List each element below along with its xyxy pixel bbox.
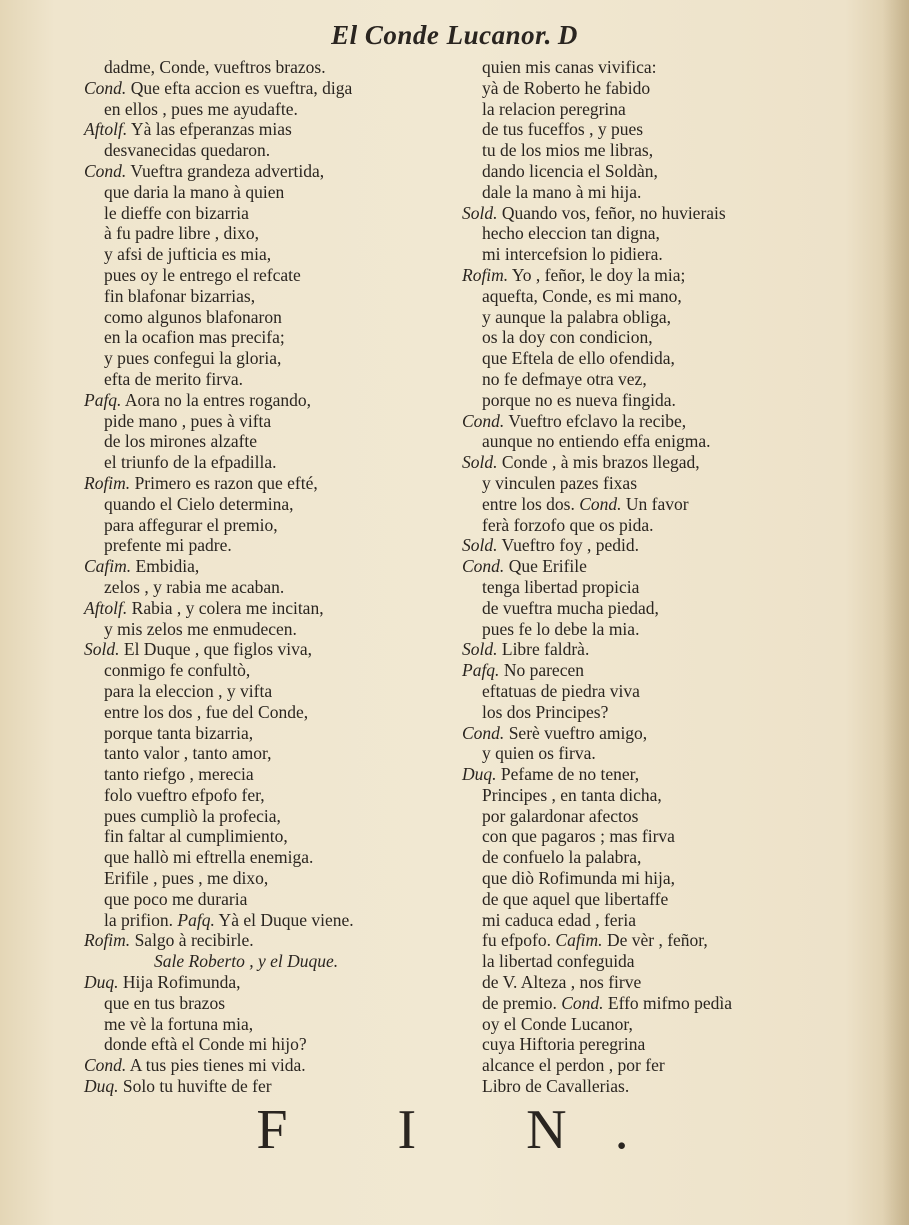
verse-text: fin blafonar bizarrias, — [104, 285, 256, 306]
verse-line — [462, 951, 792, 972]
verse-line — [462, 1014, 792, 1035]
verse-text: Un favor — [621, 493, 689, 514]
left-column — [84, 57, 434, 1097]
verse-line — [462, 140, 792, 161]
speaker-label: Aftolf. — [84, 119, 128, 140]
verse-line — [84, 1076, 434, 1097]
verse-line — [84, 286, 434, 307]
verse-line — [84, 327, 434, 348]
verse-line — [462, 785, 792, 806]
verse-text: Salgo à recibirle. — [130, 930, 254, 951]
verse-text: Quando vos, feñor, no huvierais — [497, 202, 726, 223]
verse-text: para affegurar el premio, — [104, 514, 278, 535]
speaker-label: Cond. — [579, 493, 622, 514]
verse-text: y pues confegui la gloria, — [104, 348, 282, 369]
verse-line — [84, 723, 434, 744]
verse-line — [84, 390, 434, 411]
verse-text: por galardonar afectos — [482, 805, 639, 826]
verse-line — [84, 1055, 434, 1076]
speaker-label: Pafq. — [84, 389, 122, 410]
verse-line — [84, 993, 434, 1014]
verse-line — [84, 161, 434, 182]
verse-line — [462, 515, 792, 536]
verse-text: de confuelo la palabra, — [482, 847, 642, 868]
verse-text: Que Erifile — [504, 556, 587, 577]
fin-title: F I N. — [256, 1099, 677, 1161]
verse-line — [462, 369, 792, 390]
verse-text: No parecen — [499, 660, 584, 681]
verse-text: oy el Conde Lucanor, — [482, 1013, 633, 1034]
verse-line — [84, 78, 434, 99]
speaker-label: Rofim. — [462, 264, 509, 285]
verse-line — [84, 431, 434, 452]
verse-text: para la eleccion , y vifta — [104, 680, 273, 701]
verse-line — [84, 619, 434, 640]
verse-line — [462, 431, 792, 452]
verse-text: le dieffe con bizarria — [104, 202, 249, 223]
verse-line — [84, 119, 434, 140]
verse-line — [462, 764, 792, 785]
verse-text: y afsi de jufticia es mia, — [104, 244, 272, 265]
verse-text: De vèr , feñor, — [602, 930, 708, 951]
speaker-label: Cond. — [561, 992, 604, 1013]
verse-text: quien mis canas vivifica: — [482, 57, 657, 77]
verse-text: pues oy le entrego el refcate — [104, 264, 301, 285]
verse-line — [462, 203, 792, 224]
verse-text: tu de los mios me libras, — [482, 140, 654, 161]
verse-line — [462, 161, 792, 182]
verse-text: tanto riefgo , merecia — [104, 764, 254, 785]
verse-text: dale la mano à mi hija. — [482, 181, 642, 202]
verse-line — [462, 868, 792, 889]
verse-line — [462, 598, 792, 619]
verse-text: dadme, Conde, vueftros brazos. — [104, 57, 326, 77]
verse-line — [462, 556, 792, 577]
verse-line — [462, 307, 792, 328]
verse-line — [84, 535, 434, 556]
verse-text: con que pagaros ; mas firva — [482, 826, 675, 847]
verse-text: alcance el perdon , por fer — [482, 1055, 665, 1076]
verse-line — [462, 993, 792, 1014]
verse-text: Embidia, — [131, 556, 200, 577]
verse-text: Hija Rofimunda, — [118, 972, 241, 993]
verse-line — [462, 619, 792, 640]
verse-text: Solo tu huvifte de fer — [118, 1076, 272, 1097]
verse-text: El Duque , que figlos viva, — [119, 639, 312, 660]
verse-text: de tus fuceffos , y pues — [482, 119, 644, 140]
verse-line — [462, 473, 792, 494]
verse-text: Yà las efperanzas mias — [127, 119, 292, 140]
verse-text: Conde , à mis brazos llegad, — [497, 452, 700, 473]
stage-direction: Sale Roberto , y el Duque. — [154, 951, 339, 972]
verse-text: yà de Roberto he fabido — [482, 77, 651, 98]
verse-line — [462, 78, 792, 99]
speaker-label: Aftolf. — [84, 597, 128, 618]
verse-line — [462, 806, 792, 827]
verse-line — [462, 265, 792, 286]
verse-text: como algunos blafonaron — [104, 306, 282, 327]
verse-text: quando el Cielo determina, — [104, 493, 294, 514]
verse-text: tanto valor , tanto amor, — [104, 743, 272, 764]
verse-text: aquefta, Conde, es mi mano, — [482, 285, 682, 306]
verse-line — [462, 119, 792, 140]
speaker-label: Cond. — [462, 410, 505, 431]
verse-line — [84, 223, 434, 244]
verse-text: Aora no la entres rogando, — [121, 389, 311, 410]
verse-line — [462, 411, 792, 432]
verse-line — [84, 556, 434, 577]
verse-text: efta de merito firva. — [104, 368, 243, 389]
verse-line — [462, 1076, 792, 1097]
verse-line — [84, 660, 434, 681]
verse-line — [84, 369, 434, 390]
verse-text: los dos Principes? — [482, 701, 609, 722]
verse-line — [84, 1014, 434, 1035]
verse-line — [462, 223, 792, 244]
verse-text: Yo , feñor, le doy la mia; — [508, 264, 686, 285]
speaker-label: Sold. — [462, 452, 498, 473]
verse-text: os la doy con condicion, — [482, 327, 653, 348]
verse-line — [84, 1034, 434, 1055]
verse-line — [84, 577, 434, 598]
verse-text: que hallò mi eftrella enemiga. — [104, 847, 314, 868]
verse-line — [84, 910, 434, 931]
verse-text: folo vueftro efpofo fer, — [104, 784, 265, 805]
verse-line — [84, 307, 434, 328]
verse-line — [462, 182, 792, 203]
verse-text: la prifion. — [104, 909, 178, 930]
verse-line — [84, 265, 434, 286]
verse-text: la libertad confeguida — [482, 951, 635, 972]
verse-line — [462, 660, 792, 681]
verse-text: donde eftà el Conde mi hijo? — [104, 1034, 307, 1055]
verse-text: Serè vueftro amigo, — [504, 722, 648, 743]
verse-line — [84, 99, 434, 120]
verse-text: Vueftro foy , pedid. — [497, 535, 640, 556]
verse-line — [84, 868, 434, 889]
speaker-label: Rofim. — [84, 930, 131, 951]
verse-line — [84, 244, 434, 265]
verse-text: conmigo fe confultò, — [104, 660, 251, 681]
verse-text: pues cumpliò la profecia, — [104, 805, 281, 826]
verse-text: y aunque la palabra obliga, — [482, 306, 672, 327]
right-column — [462, 57, 792, 1097]
verse-line — [84, 494, 434, 515]
verse-line — [462, 1055, 792, 1076]
verse-line — [84, 411, 434, 432]
speaker-label: Sold. — [462, 535, 498, 556]
speaker-label: Cafim. — [84, 556, 132, 577]
speaker-label: Sold. — [84, 639, 120, 660]
verse-line — [462, 390, 792, 411]
verse-text: prefente mi padre. — [104, 535, 232, 556]
verse-text: el triunfo de la efpadilla. — [104, 452, 277, 473]
verse-line — [462, 889, 792, 910]
verse-line — [84, 681, 434, 702]
running-header — [0, 20, 909, 51]
speaker-label: Cond. — [462, 556, 505, 577]
verse-text: Que efta accion es vueftra, diga — [126, 77, 353, 98]
verse-text: zelos , y rabia me acaban. — [104, 576, 285, 597]
verse-text: Primero es razon que efté, — [130, 472, 318, 493]
verse-text: Erifile , pues , me dixo, — [104, 868, 269, 889]
verse-text: aunque no entiendo effa enigma. — [482, 431, 711, 452]
verse-line — [84, 806, 434, 827]
verse-text: A tus pies tienes mi vida. — [126, 1055, 306, 1076]
verse-text: Effo mifmo pedìa — [603, 992, 732, 1013]
verse-line — [84, 639, 434, 660]
verse-line — [462, 930, 792, 951]
speaker-label: Duq. — [462, 764, 497, 785]
verse-line — [462, 639, 792, 660]
speaker-label: Cond. — [462, 722, 505, 743]
verse-text: à fu padre libre , dixo, — [104, 223, 260, 244]
verse-text: de premio. — [482, 992, 562, 1013]
verse-text: de V. Alteza , nos firve — [482, 972, 642, 993]
page-edge-shadow — [883, 0, 909, 1225]
verse-text: pide mano , pues à vifta — [104, 410, 272, 431]
verse-text: fu efpofo. — [482, 930, 556, 951]
verse-text: en ellos , pues me ayudafte. — [104, 98, 298, 119]
speaker-label: Duq. — [84, 1076, 119, 1097]
verse-text: porque no es nueva fingida. — [482, 389, 676, 410]
verse-line — [84, 598, 434, 619]
verse-text: y quien os firva. — [482, 743, 596, 764]
verse-line — [462, 286, 792, 307]
verse-text: de vueftra mucha piedad, — [482, 597, 659, 618]
header-catchword: D — [557, 20, 578, 50]
verse-text: pues fe lo debe la mia. — [482, 618, 640, 639]
verse-line — [462, 910, 792, 931]
speaker-label: Cond. — [84, 77, 127, 98]
verse-line — [462, 348, 792, 369]
verse-line — [462, 681, 792, 702]
verse-text: Pefame de no tener, — [496, 764, 640, 785]
verse-line — [462, 702, 792, 723]
verse-line — [84, 182, 434, 203]
verse-line — [462, 99, 792, 120]
verse-text: me vè la fortuna mia, — [104, 1013, 254, 1034]
speaker-label: Sold. — [462, 202, 498, 223]
verse-line — [84, 57, 434, 78]
verse-line — [84, 473, 434, 494]
speaker-label: Sold. — [462, 639, 498, 660]
verse-text: Libre faldrà. — [497, 639, 590, 660]
verse-line — [462, 327, 792, 348]
verse-text: la relacion peregrina — [482, 98, 626, 119]
verse-line — [462, 723, 792, 744]
speaker-label: Rofim. — [84, 472, 131, 493]
verse-line — [462, 743, 792, 764]
verse-text: que poco me duraria — [104, 888, 248, 909]
speaker-label: Pafq. — [177, 909, 215, 930]
verse-line — [84, 203, 434, 224]
verse-line — [462, 1034, 792, 1055]
header-title: El Conde Lucanor. — [331, 20, 552, 50]
verse-line — [84, 702, 434, 723]
verse-text: en la ocafion mas precifa; — [104, 327, 285, 348]
verse-text: no fe defmaye otra vez, — [482, 368, 647, 389]
verse-text: que Eftela de ello ofendida, — [482, 348, 675, 369]
verse-text: Libro de Cavallerias. — [482, 1076, 630, 1097]
verse-text: Rabia , y colera me incitan, — [127, 597, 324, 618]
verse-text: porque tanta bizarria, — [104, 722, 254, 743]
verse-text: y mis zelos me enmudecen. — [104, 618, 297, 639]
speaker-label: Cond. — [84, 1055, 127, 1076]
speaker-label: Duq. — [84, 972, 119, 993]
verse-text: dando licencia el Soldàn, — [482, 160, 658, 181]
verse-line — [84, 452, 434, 473]
verse-text: de que aquel que libertaffe — [482, 888, 669, 909]
verse-line — [84, 348, 434, 369]
verse-text: desvanecidas quedaron. — [104, 140, 271, 161]
verse-line — [462, 244, 792, 265]
verse-text: mi caduca edad , feria — [482, 909, 637, 930]
verse-text: que diò Rofimunda mi hija, — [482, 868, 675, 889]
verse-text: tenga libertad propicia — [482, 576, 640, 597]
speaker-label: Cond. — [84, 160, 127, 181]
verse-text: ferà forzofo que os pida. — [482, 514, 654, 535]
verse-line — [84, 972, 434, 993]
verse-text: eftatuas de piedra viva — [482, 680, 640, 701]
verse-text: que daria la mano à quien — [104, 181, 285, 202]
verse-line — [462, 577, 792, 598]
verse-line — [84, 140, 434, 161]
verse-line — [84, 847, 434, 868]
verse-line — [462, 452, 792, 473]
verse-text: que en tus brazos — [104, 992, 226, 1013]
verse-text: entre los dos , fue del Conde, — [104, 701, 309, 722]
verse-line — [84, 889, 434, 910]
verse-line — [84, 826, 434, 847]
verse-line — [84, 743, 434, 764]
verse-text: hecho eleccion tan digna, — [482, 223, 660, 244]
verse-text: Principes , en tanta dicha, — [482, 784, 662, 805]
verse-line — [84, 515, 434, 536]
verse-text: entre los dos. — [482, 493, 580, 514]
verse-text: Vueftro efclavo la recibe, — [504, 410, 687, 431]
verse-text: y vinculen pazes fixas — [482, 472, 638, 493]
verse-text: fin faltar al cumplimiento, — [104, 826, 288, 847]
speaker-label: Pafq. — [462, 660, 500, 681]
verse-line — [84, 764, 434, 785]
verse-line — [84, 785, 434, 806]
verse-text: Vueftra grandeza advertida, — [126, 160, 325, 181]
verse-text: de los mirones alzafte — [104, 431, 258, 452]
verse-line — [462, 847, 792, 868]
verse-line — [462, 535, 792, 556]
verse-text: mi intercefsion lo pidiera. — [482, 244, 663, 265]
verse-text: Yà el Duque viene. — [214, 909, 354, 930]
speaker-label: Cafim. — [555, 930, 603, 951]
verse-line — [462, 57, 792, 78]
verse-line — [462, 972, 792, 993]
verse-line — [462, 494, 792, 515]
verse-line — [84, 951, 434, 972]
verse-line — [84, 930, 434, 951]
verse-text: cuya Hiftoria peregrina — [482, 1034, 646, 1055]
verse-line — [462, 826, 792, 847]
